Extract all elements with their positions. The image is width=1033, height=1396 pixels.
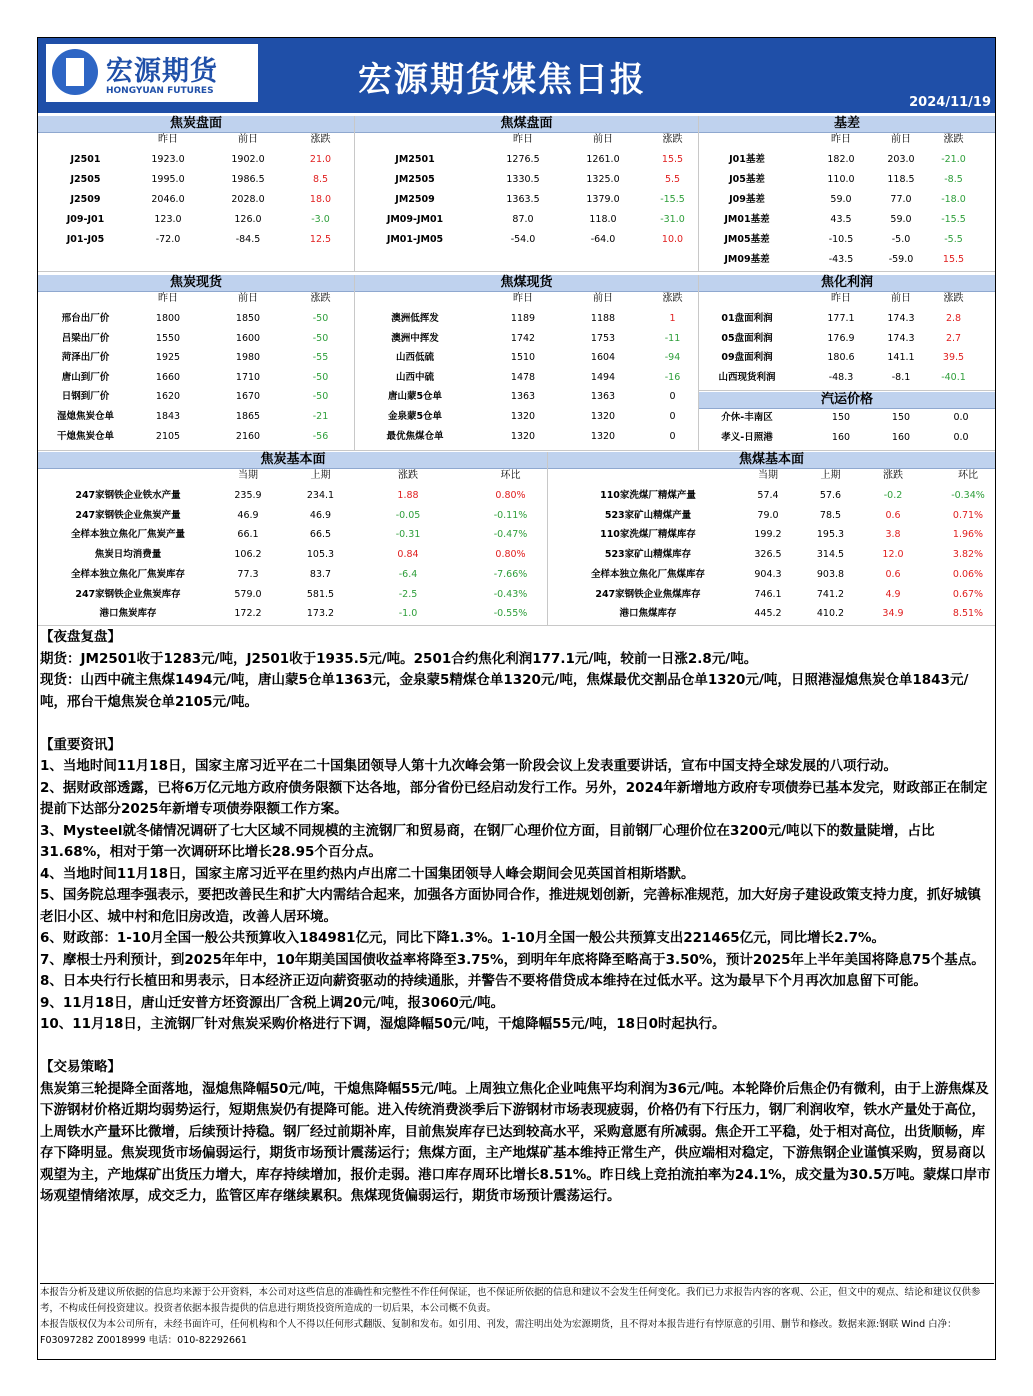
table-cell: 1320 — [510, 430, 536, 442]
table-cell: 1986.5 — [231, 174, 265, 185]
table-cell: 1276.5 — [506, 154, 540, 165]
table-cell: 1320 — [590, 411, 616, 422]
table-cell: 2.8 — [945, 313, 962, 324]
row-label: 247家钢铁企业焦炭产量 — [75, 509, 181, 521]
section-title: 基差 — [833, 116, 860, 131]
table-cell: -43.5 — [828, 254, 854, 265]
table-cell: 1670 — [235, 391, 261, 403]
row-label: 01盘面利润 — [721, 313, 773, 324]
row-label: 247家钢铁企业焦煤库存 — [595, 588, 701, 600]
divider — [698, 116, 699, 271]
row-label: 唐山蒙5仓单 — [387, 391, 443, 403]
row-label: 唐山到厂价 — [61, 371, 110, 383]
table-cell: 1478 — [510, 371, 536, 383]
row-label: 澳洲中挥发 — [391, 332, 439, 344]
table-cell: 1494 — [590, 371, 616, 383]
row-label: 全样本独立焦化厂焦炭库存 — [70, 568, 185, 580]
news-item: 8、日本央行行长植田和男表示，日本经济正迈向薪资驱动的持续通胀，并警告不要将借贷成本维持在过低水平。这为最早下个月再次加息留下可能。 — [40, 973, 927, 989]
table-cell: 2028.0 — [231, 194, 265, 205]
column-header: 环比 — [958, 470, 978, 481]
table-cell: 34.9 — [882, 608, 904, 620]
disclaimer-line: 本报告分析及建议所依据的信息均来源于公开资料，本公司对这些信息的准确性和完整性不作任何保证，也不保证所依据的信息和建议不会发生任何变化。我们已力求报告内容的客观、公正，但文中的观点、结论和建议仅供参考，不构成任何投资建议。投资者依据本报告提供的信息进行期货投资所造成的一切后果，本公司概不负责。 — [40, 1287, 981, 1314]
report-page — [37, 37, 996, 1360]
table-cell: 0.71% — [952, 509, 984, 521]
table-cell: -0.55% — [493, 608, 528, 620]
table-cell: 1800 — [155, 313, 181, 324]
news-item: 2、据财政部透露，已将6万亿元地方政府债务限额下达各地，部分省份已经启动发行工作。另外，2024年新增地方政府专项债券已基本发完，财政部正在制定提前下达部分2025年新增专项债券限额工作方案。 — [40, 779, 988, 817]
column-header: 涨跌 — [310, 293, 331, 304]
table-cell: 18.0 — [309, 194, 332, 205]
table-cell: 1710 — [235, 371, 261, 383]
column-header: 昨日 — [831, 293, 851, 304]
column-header: 涨跌 — [662, 134, 683, 145]
column-header: 昨日 — [831, 134, 851, 145]
table-cell: 15.5 — [942, 254, 965, 265]
column-header: 上期 — [310, 470, 331, 481]
table-cell: 5.5 — [664, 174, 681, 185]
table-cell: 904.3 — [754, 568, 782, 580]
table-cell: 0.80% — [495, 490, 526, 501]
table-cell: 1 — [669, 313, 676, 324]
news-item: 5、国务院总理李强表示，要把改善民生和扩大内需结合起来，加强各方面协同合作，推进规划创新，完善标准规范，加大好房子建设政策支持力度，抓好城镇老旧小区、城中村和危旧房改造，改善人居环境。 — [40, 887, 981, 925]
table-cell: -5.0 — [891, 234, 911, 245]
table-cell: -50 — [312, 332, 329, 344]
coal-futures-section-title — [355, 116, 698, 133]
divider — [38, 271, 995, 272]
coke-fund-section-title — [38, 452, 548, 469]
column-header: 昨日 — [158, 134, 178, 145]
coke-futures-section-title — [38, 116, 354, 133]
coal-spot-section-title — [355, 275, 698, 292]
table-cell: -0.47% — [493, 529, 528, 541]
table-cell: 1330.5 — [506, 174, 540, 185]
table-cell: 1923.0 — [151, 154, 185, 165]
table-cell: 1600 — [235, 332, 261, 344]
night-spot: 现货：山西中硫主焦煤1494元/吨，唐山蒙5仓单1363元，金泉蒙5精煤仓单1320元/吨，焦煤最优交割品仓单1320元/吨，日照港湿熄焦炭仓单1843元/吨，邢台干熄焦炭仓单2105元/吨。 — [40, 672, 969, 710]
logo-text-en: HONGYUAN FUTURES — [106, 86, 214, 96]
column-header: 涨跌 — [310, 134, 331, 145]
section-title: 汽运价格 — [820, 392, 873, 407]
table-cell: 2105 — [155, 430, 181, 442]
row-label: 523家矿山精煤库存 — [604, 549, 692, 561]
table-cell: -40.1 — [941, 371, 966, 383]
divider — [354, 275, 355, 450]
table-cell: 66.5 — [309, 529, 332, 541]
column-header: 当期 — [238, 470, 258, 481]
table-cell: 173.2 — [306, 608, 335, 620]
table-cell: 83.7 — [309, 568, 332, 580]
table-cell: 1620 — [155, 391, 181, 403]
row-label: 09盘面利润 — [721, 352, 773, 364]
column-header: 涨跌 — [943, 134, 964, 145]
table-cell: 1980 — [235, 352, 261, 364]
section-title: 焦化利润 — [820, 275, 873, 290]
table-cell: 8.51% — [952, 608, 984, 620]
news-item: 1、当地时间11月18日，国家主席习近平在二十国集团领导人第十九次峰会第一阶段会议上发表重要讲话，宣布中国支持全球发展的八项行动。 — [40, 758, 897, 774]
table-cell: 579.0 — [234, 588, 262, 600]
row-label: 110家洗煤厂精煤库存 — [600, 529, 696, 541]
table-cell: -50 — [312, 391, 329, 403]
row-label: 日钢到厂价 — [61, 391, 110, 403]
row-label: 全样本独立焦化厂焦煤库存 — [590, 568, 705, 580]
row-label: 焦炭日均消费量 — [94, 549, 162, 561]
table-cell: 79.0 — [757, 509, 779, 521]
divider — [38, 625, 995, 626]
table-cell: 160 — [831, 431, 851, 443]
table-cell: 1.88 — [397, 490, 419, 501]
column-header: 前日 — [593, 134, 613, 145]
table-cell: 1995.0 — [151, 174, 185, 185]
section-title: 焦煤基本面 — [738, 452, 804, 467]
row-label: J01基差 — [729, 154, 765, 165]
row-label: JM09基差 — [724, 254, 770, 265]
section-title: 焦炭基本面 — [260, 452, 326, 467]
table-cell: 180.6 — [827, 352, 855, 364]
company-logo — [46, 44, 258, 102]
table-cell: 1.96% — [952, 529, 984, 541]
divider — [354, 116, 355, 271]
news-item: 9、11月18日，唐山迁安普方坯资源出厂含税上调20元/吨，报3060元/吨。 — [40, 994, 505, 1011]
column-header: 前日 — [238, 134, 258, 145]
table-cell: 1320 — [590, 430, 616, 442]
table-cell: -31.0 — [660, 214, 685, 225]
row-label: 山西低硫 — [395, 352, 434, 364]
table-cell: 150 — [831, 412, 851, 423]
news-list — [40, 756, 994, 1036]
table-cell: -48.3 — [828, 371, 854, 383]
table-cell: 0.80% — [495, 549, 526, 561]
table-cell: -21.0 — [941, 154, 966, 165]
table-cell: 77.3 — [237, 568, 259, 580]
table-cell: 87.0 — [512, 214, 534, 225]
table-cell: 118.0 — [589, 214, 617, 225]
coking-profit-section-title — [699, 275, 995, 292]
table-cell: 3.8 — [885, 529, 901, 541]
row-label: JM09-JM01 — [386, 214, 444, 225]
table-cell: -59.0 — [888, 254, 914, 265]
table-cell: 118.5 — [887, 174, 915, 185]
table-cell: 141.1 — [887, 352, 915, 364]
section-title: 焦煤现货 — [500, 275, 553, 290]
table-cell: 1843 — [155, 411, 181, 422]
column-header: 昨日 — [513, 134, 533, 145]
row-label: JM2509 — [395, 194, 435, 205]
table-cell: 1742 — [510, 332, 536, 344]
table-cell: -0.05 — [395, 509, 421, 521]
row-label: 吕梁出厂价 — [61, 332, 110, 344]
table-cell: 0.84 — [397, 549, 419, 561]
table-cell: -50 — [312, 313, 329, 324]
disclaimer-line: 本报告版权仅为本公司所有，未经书面许可，任何机构和个人不得以任何形式翻版、复制和发布。如引用、刊发，需注明出处为宏源期货，且不得对本报告进行有悖原意的引用、删节和修改。数据来源:钢联 Wind 白净：F03097282 Z0018999 电话：010-82292661 — [40, 1319, 957, 1346]
table-cell: 746.1 — [754, 588, 782, 600]
table-cell: 160 — [891, 431, 911, 443]
row-label: 247家钢铁企业铁水产量 — [75, 490, 181, 501]
table-cell: 174.3 — [887, 313, 915, 324]
table-cell: -56 — [312, 430, 329, 442]
row-label: J09基差 — [729, 194, 765, 205]
table-cell: 15.5 — [661, 154, 684, 165]
column-header: 涨跌 — [662, 293, 683, 304]
coal-fund-section-title — [548, 452, 995, 469]
table-cell: 4.9 — [885, 588, 901, 600]
table-cell: 59.0 — [830, 194, 852, 205]
report-header — [38, 38, 995, 113]
table-cell: -16 — [664, 371, 681, 383]
row-label: 湿熄焦炭仓单 — [56, 411, 114, 422]
table-cell: -8.1 — [891, 371, 911, 383]
table-cell: 106.2 — [234, 549, 262, 561]
column-header: 昨日 — [513, 293, 533, 304]
row-label: JM2501 — [395, 154, 435, 165]
table-cell: 0.6 — [885, 568, 901, 580]
table-cell: 66.1 — [237, 529, 259, 541]
table-cell: 0.0 — [953, 431, 969, 443]
row-label: JM05基差 — [724, 234, 770, 245]
table-cell: -50 — [312, 371, 329, 383]
table-cell: -0.2 — [883, 490, 903, 501]
table-cell: 172.2 — [234, 608, 262, 620]
table-cell: -0.31 — [395, 529, 421, 541]
table-cell: 78.5 — [819, 509, 842, 521]
table-cell: 1660 — [155, 371, 181, 383]
table-cell: 0.6 — [885, 509, 901, 521]
table-cell: 174.3 — [887, 332, 915, 344]
table-cell: 2160 — [235, 430, 261, 442]
logo-text-cn: 宏源期货 — [106, 56, 218, 87]
table-cell: 1189 — [510, 313, 536, 324]
divider — [699, 390, 995, 391]
table-cell: -15.5 — [660, 194, 685, 205]
table-cell: 150 — [891, 412, 911, 423]
column-header: 涨跌 — [398, 470, 418, 481]
news-item: 4、当地时间11月18日，国家主席习近平在里约热内卢出席二十国集团领导人峰会期间会见英国首相斯塔默。 — [40, 865, 695, 882]
table-cell: 1363.5 — [506, 194, 540, 205]
table-cell: -3.0 — [311, 214, 330, 225]
table-cell: -54.0 — [510, 234, 536, 245]
table-cell: 1902.0 — [231, 154, 265, 165]
table-cell: -2.5 — [398, 588, 418, 600]
row-label: 孝义-日照港 — [721, 431, 773, 443]
column-header: 前日 — [593, 293, 613, 304]
row-label: J05基差 — [729, 174, 765, 185]
report-date: 2024/11/19 — [909, 95, 991, 110]
row-label: J09-J01 — [66, 214, 105, 225]
table-cell: -94 — [664, 352, 681, 364]
table-cell: 46.9 — [237, 509, 259, 521]
table-cell: 235.9 — [234, 490, 262, 501]
table-cell: 39.5 — [942, 352, 965, 364]
news-item: 7、摩根士丹利预计，到2025年年中，10年期美国国债收益率将降至3.75%，到明年年底将降至略高于3.50%，预计2025年上半年美国将降息75个基点。 — [40, 951, 985, 968]
row-label: J01-J05 — [66, 234, 105, 245]
table-cell: 903.8 — [816, 568, 845, 580]
column-header: 前日 — [891, 293, 911, 304]
row-label: 邢台出厂价 — [61, 313, 110, 324]
table-cell: 2046.0 — [151, 194, 185, 205]
table-cell: 1363 — [510, 391, 536, 403]
table-cell: -1.0 — [398, 608, 418, 620]
news-item: 10、11月18日，主流钢厂针对焦炭采购价格进行下调，湿熄降幅50元/吨，干熄降幅55元/吨，18日0时起执行。 — [40, 1016, 726, 1032]
divider — [38, 450, 995, 451]
basis-section-title — [699, 116, 995, 133]
table-cell: 57.6 — [819, 490, 842, 501]
row-label: J2501 — [70, 154, 101, 165]
table-cell: 176.9 — [827, 332, 855, 344]
row-label: JM01基差 — [724, 214, 770, 225]
table-cell: 126.0 — [234, 214, 262, 225]
table-cell: -0.43% — [493, 588, 528, 600]
table-cell: 8.5 — [312, 174, 329, 185]
table-cell: -72.0 — [155, 234, 181, 245]
divider — [698, 275, 699, 450]
table-cell: 445.2 — [754, 608, 782, 620]
table-cell: 0.67% — [952, 588, 984, 600]
coke-spot-section-title — [38, 275, 354, 292]
table-cell: 3.82% — [952, 549, 984, 561]
news-item: 3、Mysteel就冬储情况调研了七大区域不同规模的主流钢厂和贸易商，在钢厂心理价位方面，目前钢厂心理价位在3200元/吨以下的数量陡增，占比31.68%，相对于第一次调研环比增长28.95个百分点。 — [40, 822, 935, 860]
table-cell: -5.5 — [944, 234, 963, 245]
row-label: 山西现货利润 — [718, 371, 776, 383]
table-cell: 2.7 — [945, 332, 962, 344]
table-cell: 326.5 — [754, 549, 782, 561]
section-title: 焦炭现货 — [169, 275, 222, 290]
column-header: 涨跌 — [883, 470, 903, 481]
table-cell: 1550 — [155, 332, 181, 344]
table-cell: 234.1 — [306, 490, 335, 501]
table-cell: 43.5 — [830, 214, 852, 225]
table-cell: -21 — [312, 411, 329, 422]
column-header: 环比 — [500, 470, 521, 481]
row-label: 最优焦煤仓单 — [386, 430, 444, 442]
table-cell: -7.66% — [493, 568, 528, 580]
table-cell: 203.0 — [887, 154, 915, 165]
table-cell: -15.5 — [941, 214, 966, 225]
table-cell: 1865 — [235, 411, 261, 422]
news-item: 6、财政部：1-10月全国一般公共预算收入184981亿元，同比下降1.3%。1-10月全国一般公共预算支出221465亿元，同比增长2.7%。 — [40, 930, 886, 946]
report-title: 宏源期货煤焦日报 — [358, 60, 646, 100]
row-label: 523家矿山精煤产量 — [604, 509, 692, 521]
row-label: 干熄焦炭仓单 — [56, 430, 114, 442]
row-label: JM2505 — [395, 174, 435, 185]
table-cell: 177.1 — [827, 313, 855, 324]
table-cell: 0.06% — [952, 568, 984, 580]
strategy-title: 【交易策略】 — [40, 1059, 121, 1075]
table-cell: 1325.0 — [586, 174, 620, 185]
table-cell: 1363 — [590, 391, 616, 403]
table-cell: -0.34% — [951, 490, 985, 501]
row-label: 港口焦炭库存 — [99, 608, 157, 620]
table-cell: 1188 — [590, 313, 616, 324]
table-cell: 57.4 — [757, 490, 779, 501]
column-header: 前日 — [891, 134, 911, 145]
table-cell: 12.5 — [309, 234, 332, 245]
table-cell: 59.0 — [890, 214, 912, 225]
column-header: 前日 — [238, 293, 258, 304]
table-cell: 410.2 — [816, 608, 845, 620]
disclaimer — [40, 1283, 994, 1349]
table-cell: -64.0 — [590, 234, 616, 245]
row-label: 05盘面利润 — [721, 332, 773, 344]
table-cell: 10.0 — [661, 234, 684, 245]
table-cell: 1510 — [510, 352, 536, 364]
column-header: 涨跌 — [943, 293, 964, 304]
column-header: 当期 — [758, 470, 778, 481]
table-cell: -18.0 — [941, 194, 966, 205]
column-header: 昨日 — [158, 293, 178, 304]
table-cell: 0 — [669, 430, 676, 442]
report-text — [40, 627, 994, 1208]
table-cell: -10.5 — [828, 234, 854, 245]
table-cell: 199.2 — [754, 529, 782, 541]
night-title: 【夜盘复盘】 — [40, 629, 121, 645]
row-label: 247家钢铁企业焦炭库存 — [75, 588, 181, 600]
table-cell: 1604 — [590, 352, 616, 364]
table-cell: 77.0 — [890, 194, 912, 205]
table-cell: -8.5 — [944, 174, 963, 185]
freight-section-title — [699, 392, 995, 409]
table-cell: 1925 — [155, 352, 181, 364]
table-cell: -11 — [664, 332, 681, 344]
table-cell: 123.0 — [154, 214, 182, 225]
row-label: 110家洗煤厂精煤产量 — [600, 490, 696, 501]
night-futures: 期货：JM2501收于1283元/吨，J2501收于1935.5元/吨。2501合约焦化利润177.1元/吨，较前一日涨2.8元/吨。 — [40, 650, 758, 667]
row-label: 介休-丰南区 — [721, 412, 773, 423]
table-cell: -84.5 — [235, 234, 261, 245]
news-title: 【重要资讯】 — [40, 736, 121, 753]
table-cell: 1261.0 — [586, 154, 620, 165]
row-label: 山西中硫 — [395, 371, 434, 383]
table-cell: 110.0 — [827, 174, 855, 185]
table-cell: 1753 — [590, 332, 616, 344]
table-cell: 0.0 — [953, 412, 969, 423]
divider — [547, 452, 548, 625]
table-cell: 1379.0 — [586, 194, 620, 205]
section-title: 焦炭盘面 — [169, 116, 222, 131]
table-cell: 0 — [669, 411, 676, 422]
row-label: 港口焦煤库存 — [619, 608, 677, 620]
row-label: J2505 — [70, 174, 101, 185]
table-cell: 46.9 — [309, 509, 332, 521]
table-cell: 741.2 — [816, 588, 845, 600]
logo-mark-icon — [52, 49, 98, 95]
row-label: J2509 — [70, 194, 101, 205]
strategy-text: 焦炭第三轮提降全面落地，湿熄焦降幅50元/吨，干熄焦降幅55元/吨。上周独立焦化企业吨焦平均利润为36元/吨。本轮降价后焦企仍有微利，由于上游焦煤及下游钢材价格近期均弱势运行，短期焦炭仍有提降可能。进入传统消费淡季后下游钢材市场表现疲弱，价格仍有下行压力，钢厂利润收窄，铁水产量处于高位，上周铁水产量环比微增，后续预计持稳。钢厂经过前期补库，目前焦炭库存已达到较高水平，采购意愿有所减弱。焦企开工平稳，处于相对高位，出货顺畅，库存下降明显。焦炭现货市场偏弱运行，期货市场预计震荡运行；焦煤方面，主产地煤矿基本维持正常生产，供应端相对稳定，下游焦钢企业谨慎采购，贸易商以观望为主，产地煤矿出货压力增大，库存持续增加，报价走弱。港口库存周环比增长8.51%。昨日线上竞拍流拍率为24.1%，成交量为30.5万吨。蒙煤口岸市场观望情绪浓厚，成交乏力，监管区库存继续累积。焦煤现货偏弱运行，期货市场预计震荡运行。 — [40, 1080, 991, 1204]
table-cell: 1850 — [235, 313, 261, 324]
table-cell: -0.11% — [493, 509, 528, 521]
table-cell: 182.0 — [827, 154, 855, 165]
row-label: 金泉蒙5仓单 — [387, 411, 443, 422]
section-title: 焦煤盘面 — [500, 116, 553, 131]
column-header: 上期 — [820, 470, 841, 481]
table-cell: 21.0 — [309, 154, 332, 165]
table-cell: 314.5 — [816, 549, 845, 561]
table-cell: 0 — [669, 391, 676, 403]
row-label: 菏泽出厂价 — [61, 352, 110, 364]
table-cell: 195.3 — [816, 529, 845, 541]
row-label: 澳洲低挥发 — [391, 313, 439, 324]
table-cell: 12.0 — [882, 549, 904, 561]
table-cell: 105.3 — [306, 549, 335, 561]
row-label: 全样本独立焦化厂焦炭产量 — [70, 529, 185, 541]
table-cell: -55 — [312, 352, 329, 364]
row-label: JM01-JM05 — [386, 234, 444, 245]
table-cell: 581.5 — [306, 588, 335, 600]
table-cell: 1320 — [510, 411, 536, 422]
table-cell: -6.4 — [398, 568, 418, 580]
